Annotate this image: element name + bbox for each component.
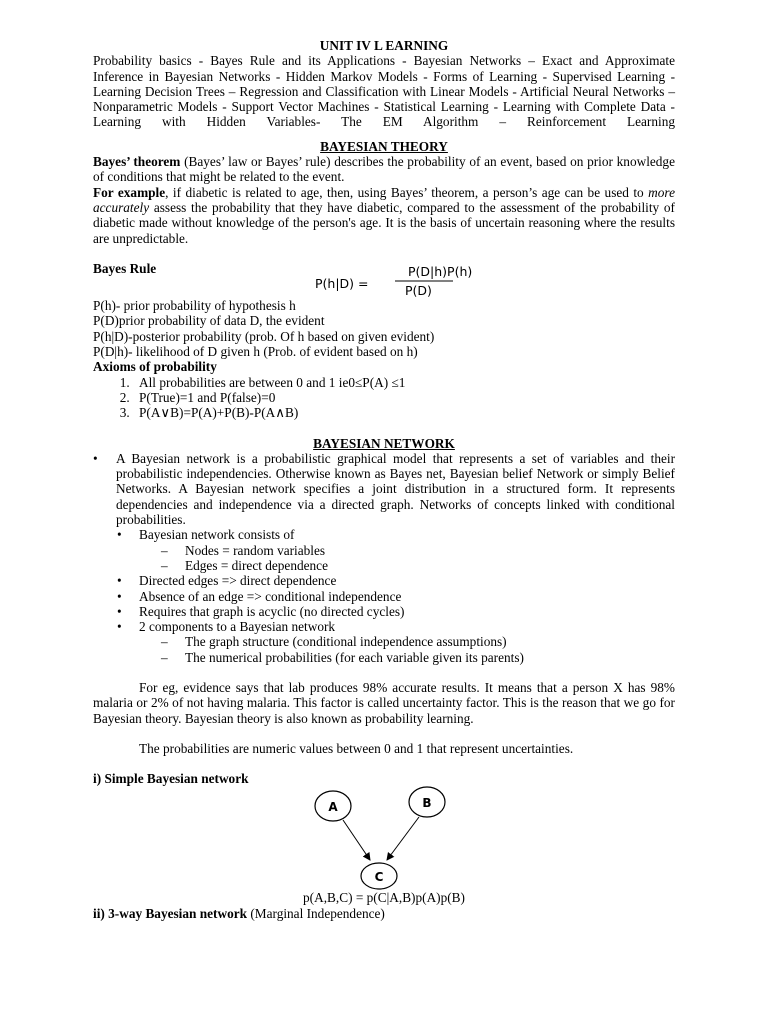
bullet-icon: • bbox=[117, 603, 122, 619]
def-prior-d: P(D)prior probability of data D, the evident bbox=[93, 313, 325, 329]
example-italic: more accurately bbox=[93, 184, 675, 215]
sub-item bbox=[93, 558, 675, 573]
axiom-item: 3. P(A∨B)=P(A)+P(B)-P(A∧B) bbox=[133, 405, 675, 420]
axioms-list bbox=[93, 375, 675, 421]
sub-item bbox=[93, 650, 675, 665]
bullet-icon: • bbox=[93, 450, 98, 466]
three-way-note: (Marginal Independence) bbox=[247, 905, 385, 921]
bullet-icon: • bbox=[117, 527, 122, 543]
sub-item bbox=[93, 634, 675, 649]
axiom-item: 2. P(True)=1 and P(false)=0 bbox=[133, 390, 675, 405]
dash-icon: – bbox=[161, 649, 168, 665]
node-c-label: C bbox=[374, 870, 384, 885]
network-intro bbox=[93, 451, 675, 527]
sub-item-text: Nodes = random variables bbox=[185, 542, 326, 558]
point-item bbox=[93, 604, 675, 619]
bullet-icon: • bbox=[117, 573, 122, 589]
point-item bbox=[93, 619, 675, 634]
network-intro-text: A Bayesian network is a probabilistic graphical model that represents a set of variables and their probabilistic independencies. Otherwise known as Bayes net, Bayesian belief Network or simply Belief Networks. A Bayesian network specifies a joint distribution in a structured form. It represents dependencies and independence via a directed graph. Networks of concepts linked with conditional probabilities. bbox=[116, 450, 675, 528]
bayes-rule-formula bbox=[313, 264, 513, 298]
formula-lhs: P(h|D) = bbox=[315, 276, 369, 292]
uncertainty-paragraph: For eg, evidence says that lab produces 98% accurate results. It means that a person X has 98% malaria or 2% of not having malaria. This factor is called uncertainty factor. This is the reason that we go for Bayesian theory. Bayesian theory is also known as probability learning. bbox=[93, 679, 675, 726]
point-text: 2 components to a Bayesian network bbox=[139, 619, 336, 635]
bayes-theorem-description: (Bayes’ law or Bayes’ rule) describes the probability of an event, based on prior knowledge of conditions that might be related to the event. bbox=[93, 154, 675, 185]
point-text: Absence of an edge => conditional independence bbox=[139, 588, 402, 604]
node-a-label: A bbox=[328, 800, 338, 815]
edge-a-to-c bbox=[343, 820, 370, 860]
consists-item bbox=[93, 527, 675, 542]
simple-network-heading: i) Simple Bayesian network bbox=[93, 771, 249, 787]
point-text: Requires that graph is acyclic (no directed cycles) bbox=[139, 603, 405, 619]
node-b-label: B bbox=[422, 796, 432, 811]
bayes-theorem-definition bbox=[93, 154, 675, 185]
sub-item-text: The graph structure (conditional independence assumptions) bbox=[185, 634, 507, 650]
bullet-icon: • bbox=[117, 588, 122, 604]
formula-numerator: P(D|h)P(h) bbox=[408, 264, 473, 280]
unit-title: UNIT IV L EARNING bbox=[319, 38, 449, 53]
point-text: Directed edges => direct dependence bbox=[139, 573, 337, 589]
axioms-heading: Axioms of probability bbox=[93, 359, 217, 375]
point-item bbox=[93, 573, 675, 588]
dash-icon: – bbox=[161, 557, 168, 573]
dash-icon: – bbox=[161, 542, 168, 558]
probabilities-paragraph: The probabilities are numeric values between 0 and 1 that represent uncertainties. bbox=[139, 740, 574, 756]
example-text-b: assess the probability that they have diabetic, compared to the assessment of the probability of diabetic made without knowledge of the person's age. It is the basis of uncertain reasoning where the results are unpredictable. bbox=[93, 199, 675, 246]
bullet-icon: • bbox=[117, 619, 122, 635]
point-item bbox=[93, 589, 675, 604]
sub-item-text: Edges = direct dependence bbox=[185, 557, 328, 573]
example-term: For example bbox=[93, 184, 166, 200]
bayesian-network-heading: BAYESIAN NETWORK bbox=[313, 435, 455, 451]
dash-icon: – bbox=[161, 634, 168, 650]
example-text-a: , if diabetic is related to age, then, using Bayes’ theorem, a person’s age can be used to bbox=[165, 184, 649, 200]
def-posterior: P(h|D)-posterior probability (prob. Of h based on given evident) bbox=[93, 328, 435, 344]
sub-item bbox=[93, 543, 675, 558]
def-likelihood: P(D|h)- likelihood of D given h (Prob. of evident based on h) bbox=[93, 344, 418, 360]
bayes-example bbox=[93, 185, 675, 246]
bayesian-theory-heading: BAYESIAN THEORY bbox=[320, 138, 448, 154]
consists-text: Bayesian network consists of bbox=[139, 527, 295, 543]
joint-probability-formula: p(A,B,C) = p(C|A,B)p(A)p(B) bbox=[303, 890, 465, 906]
simple-network-graph bbox=[313, 786, 463, 890]
syllabus-text: Probability basics - Bayes Rule and its Applications - Bayesian Networks – Exact and Approximate Inference in Bayesian Networks - Hidden Markov Models - Forms of Learning - Supervised Learning - Learning Decision Trees – Regression and Classification with Linear Models - Artificial Neural Networks – Nonparametric Models - Support Vector Machines - Statistical Learning - Learning with Complete Data - Learning with Hidden Variables- The EM Algorithm – Reinforcement Learning bbox=[93, 53, 675, 130]
bayes-rule-heading: Bayes Rule bbox=[93, 260, 157, 276]
formula-denominator: P(D) bbox=[405, 283, 432, 299]
def-prior-h: P(h)- prior probability of hypothesis h bbox=[93, 298, 296, 314]
bayes-theorem-term: Bayes’ theorem bbox=[93, 154, 181, 170]
three-way-heading: ii) 3-way Bayesian network bbox=[93, 905, 248, 921]
document-page bbox=[93, 38, 675, 921]
edge-b-to-c bbox=[387, 817, 419, 860]
sub-item-text: The numerical probabilities (for each variable given its parents) bbox=[185, 649, 524, 665]
three-way-line bbox=[93, 906, 675, 921]
axiom-item: 1. All probabilities are between 0 and 1 ie0≤P(A) ≤1 bbox=[133, 375, 675, 390]
